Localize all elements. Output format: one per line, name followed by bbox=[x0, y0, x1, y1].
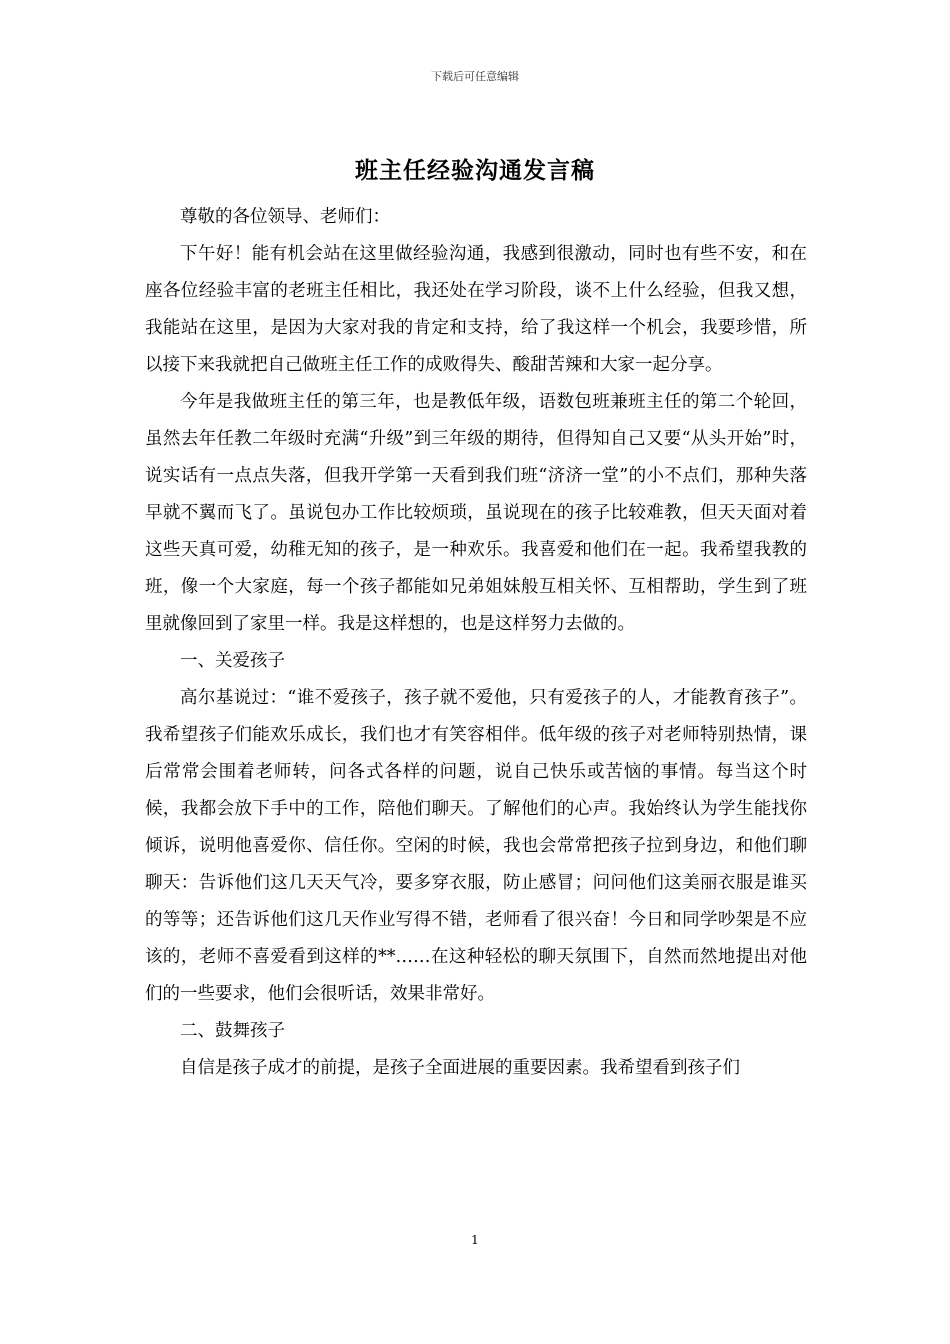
paragraph-intro: 今年是我做班主任的第三年，也是教低年级，语数包班兼班主任的第二个轮回，虽然去年任教二年级时充满“升级”到三年级的期待，但得知自己又要“从头开始”时，说实话有一点点失落，但我开学第一天看到我们班“济济一堂”的小不点们，那种失落早就不翼而飞了。虽说包办工作比较烦琐，虽说现在的孩子比较难教，但天天面对着这些天真可爱，幼稚无知的孩子，是一种欢乐。我喜爱和他们在一起。我希望我教的班，像一个大家庭，每一个孩子都能如兄弟姐妹般互相关怀、互相帮助，学生到了班里就像回到了家里一样。我是这样想的，也是这样努力去做的。 bbox=[145, 392, 807, 634]
document-body bbox=[145, 199, 807, 1087]
paragraph-section-1: 高尔基说过：“谁不爱孩子，孩子就不爱他，只有爱孩子的人，才能教育孩子”。我希望孩子们能欢乐成长，我们也才有笑容相伴。低年级的孩子对老师特别热情，课后常常会围着老师转，问各式各样的问题，说自己快乐或苦恼的事情。每当这个时候，我都会放下手中的工作，陪他们聊天。了解他们的心声。我始终认为学生能找你倾诉，说明他喜爱你、信任你。空闲的时候，我也会常常把孩子拉到身边，和他们聊聊天：告诉他们这几天天气冷，要多穿衣服，防止感冒；问问他们这美丽衣服是谁买的等等；还告诉他们这几天作业写得不错，老师看了很兴奋！今日和同学吵架是不应该的，老师不喜爱看到这样的**……在这种轻松的聊天氛围下，自然而然地提出对他们的一些要求，他们会很听话，效果非常好。 bbox=[145, 688, 807, 1004]
salutation: 尊敬的各位领导、老师们： bbox=[180, 207, 390, 227]
document-title: 班主任经验沟通发言稿 bbox=[355, 157, 595, 184]
page-header: 下载后可任意编辑 bbox=[431, 70, 519, 83]
section-heading-1: 一、关爱孩子 bbox=[180, 651, 285, 671]
paragraph-section-2: 自信是孩子成才的前提，是孩子全面进展的重要因素。我希望看到孩子们 bbox=[180, 1058, 740, 1078]
page-number: 1 bbox=[471, 1233, 479, 1247]
paragraph-greeting: 下午好！能有机会站在这里做经验沟通，我感到很激动，同时也有些不安，和在座各位经验丰富的老班主任相比，我还处在学习阶段，谈不上什么经验，但我又想，我能站在这里，是因为大家对我的肯定和支持，给了我这样一个机会，我要珍惜，所以接下来我就把自己做班主任工作的成败得失、酸甜苦辣和大家一起分享。 bbox=[145, 244, 807, 375]
section-heading-2: 二、鼓舞孩子 bbox=[180, 1021, 285, 1041]
